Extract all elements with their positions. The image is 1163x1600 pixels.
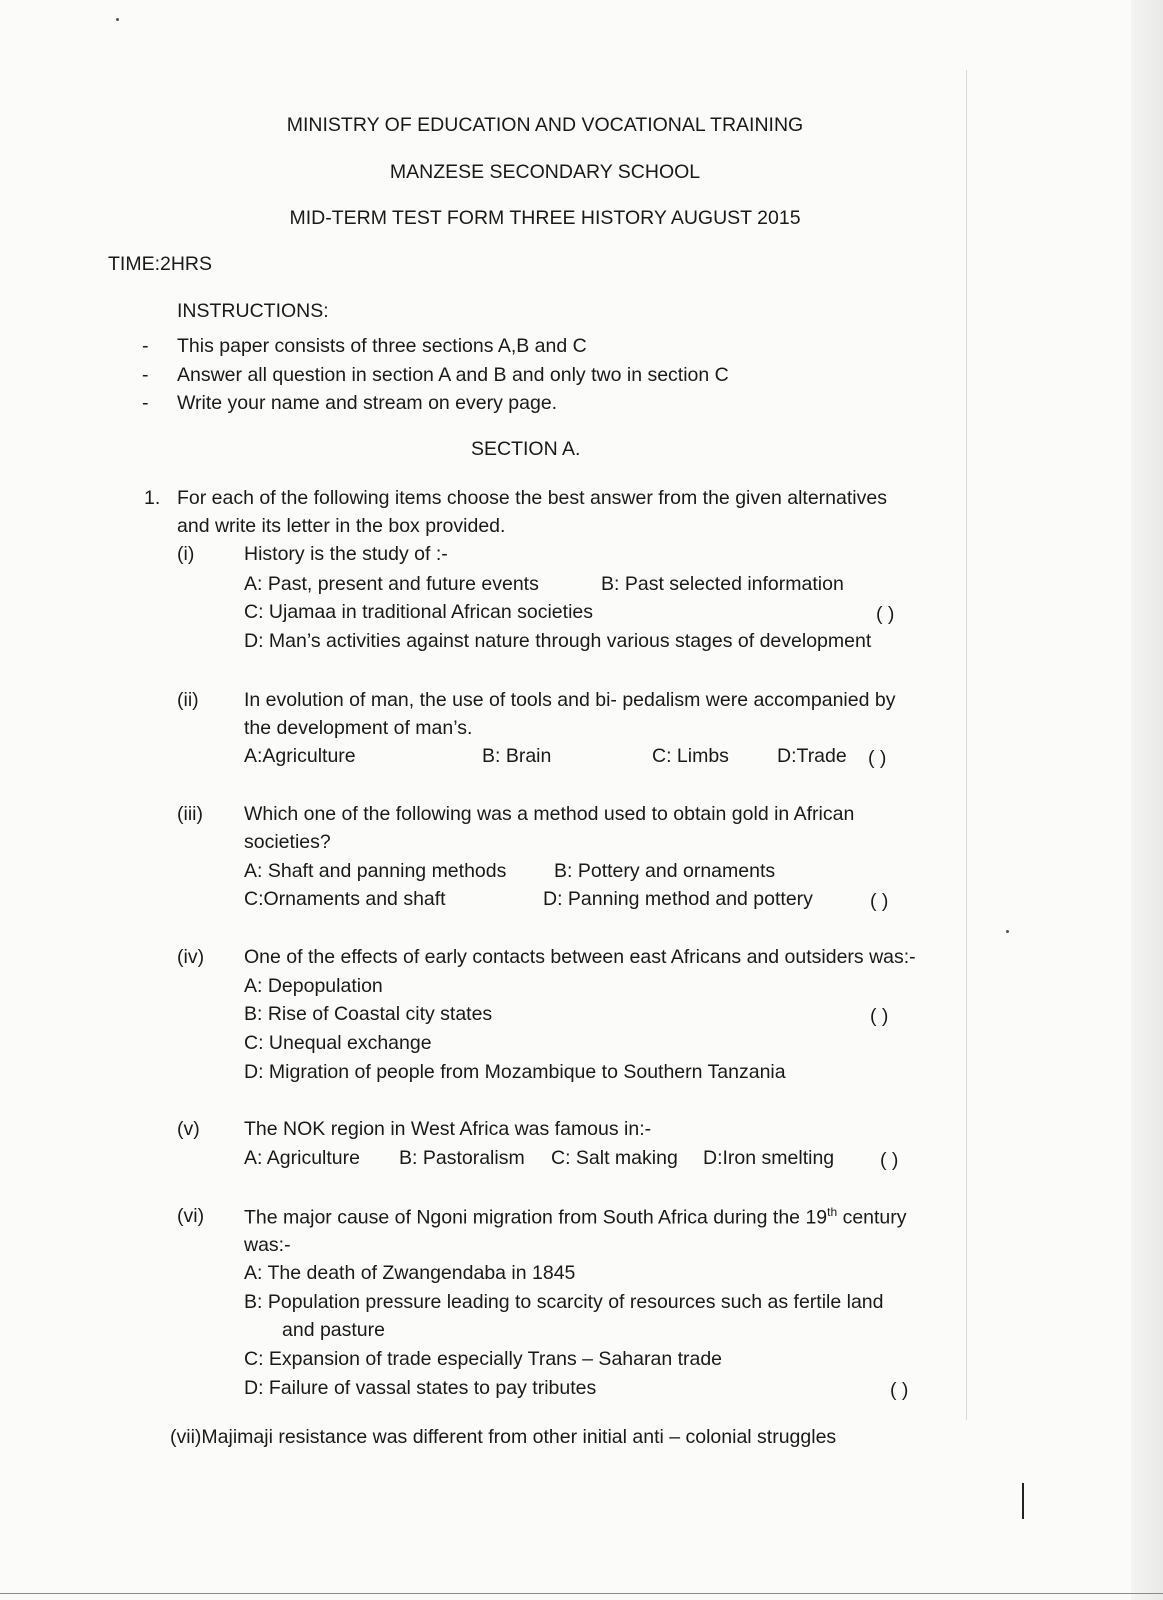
exam-title: MID-TERM TEST FORM THREE HISTORY AUGUST 2015: [289, 207, 801, 229]
option-b: B: Rise of Coastal city states: [244, 1003, 493, 1025]
option-a: A: The death of Zwangendaba in 1845: [244, 1262, 576, 1284]
option-d: D: Migration of people from Mozambique to Southern Tanzania: [244, 1061, 786, 1083]
option-a: A: Depopulation: [244, 975, 383, 997]
option-b: B: Population pressure leading to scarcity of resources such as fertile land: [244, 1291, 884, 1313]
option-d: D:Trade: [777, 745, 847, 767]
answer-box[interactable]: ( ): [868, 747, 887, 769]
answer-box[interactable]: ( ): [880, 1149, 899, 1171]
option-b: B: Brain: [482, 745, 552, 767]
option-b: B: Past selected information: [601, 573, 844, 595]
faint-margin-line: [966, 70, 967, 1420]
item-stem: the development of man’s.: [244, 717, 473, 739]
school-name: MANZESE SECONDARY SCHOOL: [389, 161, 701, 183]
option-c: C: Limbs: [652, 745, 729, 767]
page-edge-shadow: [1131, 0, 1163, 1600]
question-number: 1.: [144, 487, 161, 509]
section-a-title: SECTION A.: [471, 438, 581, 460]
item-number: (i): [177, 543, 195, 565]
instruction-bullet: -: [142, 335, 149, 357]
answer-box[interactable]: ( ): [876, 603, 895, 625]
item-stem: was:-: [244, 1234, 291, 1256]
instruction-item: This paper consists of three sections A,B and C: [177, 335, 587, 357]
answer-box[interactable]: ( ): [870, 890, 889, 912]
item-stem: History is the study of :-: [244, 543, 448, 565]
instruction-item: Answer all question in section A and B and only two in section C: [177, 364, 729, 386]
option-c: C:Ornaments and shaft: [244, 888, 446, 910]
answer-box[interactable]: ( ): [890, 1379, 909, 1401]
option-d: D: Failure of vassal states to pay tributes: [244, 1377, 597, 1399]
question-instruction: For each of the following items choose the best answer from the given alternatives: [177, 487, 887, 509]
page-bottom-edge: [0, 1593, 1163, 1594]
item-number: (ii): [177, 689, 199, 711]
scan-speck: [116, 18, 119, 21]
option-a: A:Agriculture: [244, 745, 356, 767]
option-b: B: Pottery and ornaments: [554, 860, 776, 882]
answer-box[interactable]: ( ): [870, 1005, 889, 1027]
item-number: (vi): [177, 1205, 205, 1227]
item-number: (v): [177, 1118, 200, 1140]
item-number: (iv): [177, 946, 205, 968]
question-instruction: and write its letter in the box provided.: [177, 515, 506, 537]
instruction-item: Write your name and stream on every page.: [177, 392, 558, 414]
time-allowed: TIME:2HRS: [108, 253, 213, 275]
item-stem: In evolution of man, the use of tools and bi- pedalism were accompanied by: [244, 689, 896, 711]
option-c: C: Salt making: [551, 1147, 678, 1169]
option-d: D: Panning method and pottery: [543, 888, 813, 910]
instruction-bullet: -: [142, 364, 149, 386]
option-c: C: Ujamaa in traditional African societies: [244, 601, 593, 623]
option-c: C: Unequal exchange: [244, 1032, 432, 1054]
item-stem: Which one of the following was a method used to obtain gold in African: [244, 803, 855, 825]
option-a: A: Past, present and future events: [244, 573, 539, 595]
item-number: (iii): [177, 803, 203, 825]
scan-mark: [1022, 1483, 1024, 1519]
option-c: C: Expansion of trade especially Trans – Saharan trade: [244, 1348, 723, 1370]
item-stem: The NOK region in West Africa was famous in:-: [244, 1118, 652, 1140]
option-d: D:Iron smelting: [703, 1147, 835, 1169]
instructions-heading: INSTRUCTIONS:: [177, 300, 329, 322]
scan-speck: [1006, 930, 1009, 933]
ministry-heading: MINISTRY OF EDUCATION AND VOCATIONAL TRAINING: [286, 114, 804, 136]
option-a: A: Agriculture: [244, 1147, 360, 1169]
item-stem: (vii)Majimaji resistance was different from other initial anti – colonial struggles: [170, 1426, 837, 1448]
item-stem: One of the effects of early contacts between east Africans and outsiders was:-: [244, 946, 916, 968]
item-stem: societies?: [244, 831, 331, 853]
option-d: D: Man’s activities against nature through various stages of development: [244, 630, 872, 652]
item-stem: The major cause of Ngoni migration from South Africa during the 19th century: [244, 1205, 907, 1229]
instruction-bullet: -: [142, 392, 149, 414]
option-b: B: Pastoralism: [399, 1147, 525, 1169]
option-b: and pasture: [282, 1319, 385, 1341]
option-a: A: Shaft and panning methods: [244, 860, 507, 882]
